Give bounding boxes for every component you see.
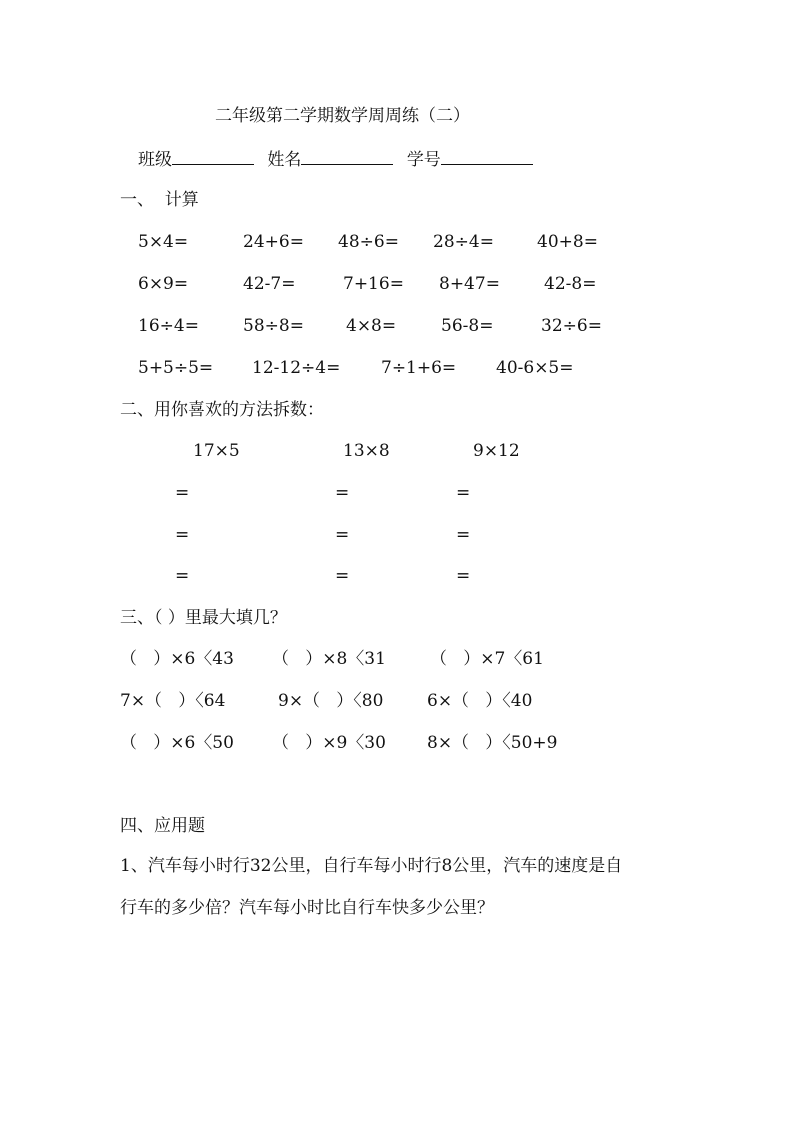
fill-item: 9×（ ）〈80 [278,691,384,711]
equals-sign: = [335,483,350,503]
calc-item: 4×8= [346,316,397,336]
equals-sign: = [335,566,350,586]
calc-item: 12-12÷4= [252,358,341,378]
number-blank[interactable] [441,150,533,165]
section3-heading: 三、（ ）里最大填几？ [120,608,287,628]
word-problem-line: 行车的多少倍？汽车每小时比自行车快多少公里？ [120,898,494,918]
fill-item: （ ）×7〈61 [430,649,544,669]
equals-sign: = [335,525,350,545]
section1-heading: 一、 计算 [120,190,199,210]
calc-item: 42-7= [243,274,296,294]
calc-item: 42-8= [544,274,597,294]
calc-item: 48÷6= [338,232,399,252]
split-problem: 13×8 [343,441,390,461]
class-label: 班级 [138,150,172,170]
fill-item: 7×（ ）〈64 [120,691,226,711]
fill-item: （ ）×6〈43 [120,649,234,669]
split-problem: 17×5 [193,441,240,461]
calc-item: 6×9= [138,274,189,294]
class-blank[interactable] [172,150,254,165]
calc-item: 40+8= [537,232,598,252]
fill-item: 6×（ ）〈40 [427,691,533,711]
calc-item: 32÷6= [541,316,602,336]
equals-sign: = [456,483,471,503]
split-problem: 9×12 [473,441,520,461]
name-blank[interactable] [301,150,393,165]
fill-item: （ ）×8〈31 [272,649,386,669]
section2-heading: 二、用你喜欢的方法拆数： [120,400,324,420]
calc-item: 7+16= [343,274,404,294]
section4-heading: 四、应用题 [120,816,205,836]
equals-sign: = [175,566,190,586]
calc-item: 16÷4= [138,316,199,336]
fill-item: （ ）×9〈30 [272,733,386,753]
calc-item: 58÷8= [243,316,304,336]
equals-sign: = [175,525,190,545]
calc-item: 7÷1+6= [381,358,457,378]
equals-sign: = [456,566,471,586]
calc-item: 56-8= [441,316,494,336]
word-problem-line: 1、汽车每小时行32公里，自行车每小时行8公里，汽车的速度是自 [120,856,623,876]
page-title: 二年级第二学期数学周周练（二） [215,106,470,126]
calc-item: 28÷4= [433,232,494,252]
fill-item: 8×（ ）〈50+9 [427,733,558,753]
calc-item: 5+5÷5= [138,358,214,378]
equals-sign: = [456,525,471,545]
info-line [138,150,533,169]
calc-item: 8+47= [439,274,500,294]
calc-item: 24+6= [243,232,304,252]
calc-item: 5×4= [138,232,189,252]
name-label: 姓名 [267,150,302,170]
fill-item: （ ）×6〈50 [120,733,234,753]
equals-sign: = [175,483,190,503]
calc-item: 40-6×5= [496,358,574,378]
number-label: 学号 [406,150,441,170]
